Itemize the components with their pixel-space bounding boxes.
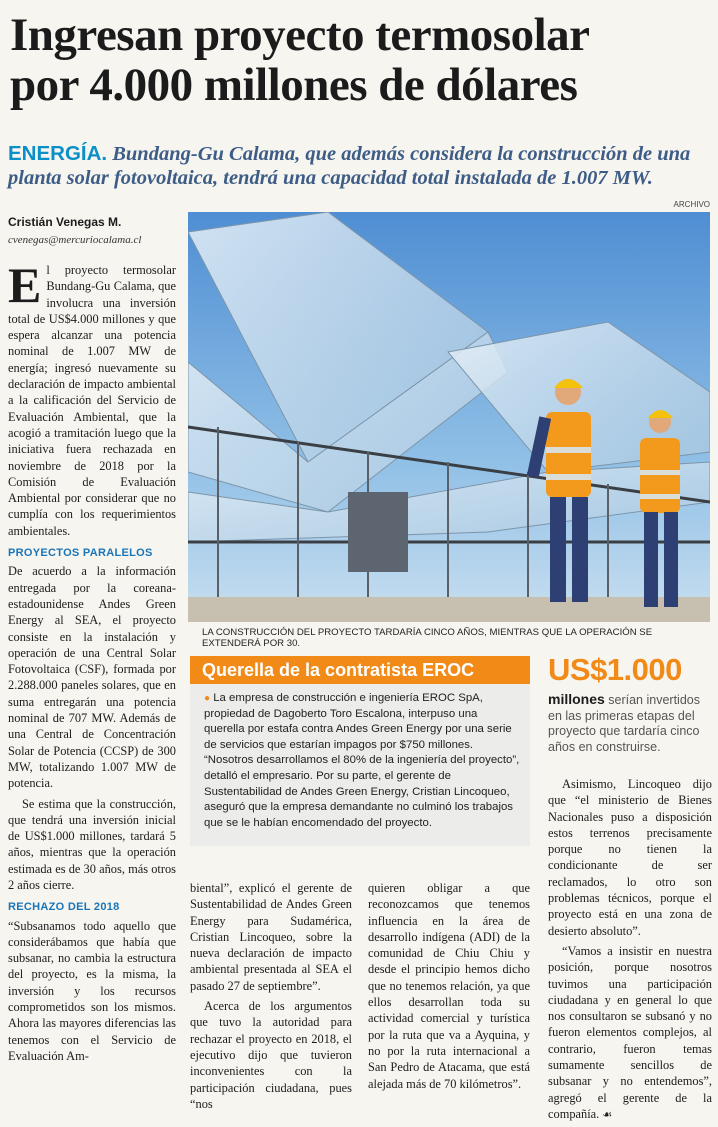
- headline-line-2: por 4.000 millones de dólares: [10, 59, 578, 111]
- column-2: [190, 880, 352, 1116]
- lead-paragraph: [8, 257, 176, 539]
- paragraph-proyectos: De acuerdo a la información entregada por la coreana-estadounidense Andes Green Energy al SEA, el proyecto consiste en la instalación y operación de una Central Solar Fotovoltaica (CSF), formada por 2.288.000 paneles solares, que en suma entregarán una potencia nominal de 707 MW. Además de una Central de Concentración Solar de Potencia (CCSP) de 300 MW, totalizando 1.007 MW de potencia.: [8, 564, 176, 791]
- section-heading-rechazo: RECHAZO DEL 2018: [8, 901, 120, 914]
- sidebar-box-title: Querella de la contratista EROC: [190, 656, 530, 684]
- headline-line-1: Ingresan proyecto termosolar: [10, 9, 590, 61]
- highlight-text: [548, 692, 713, 755]
- column-1: [8, 257, 176, 1068]
- paragraph-col4-1: Asimismo, Lincoqueo dijo que “el ministerio de Bienes Nacionales puso a disposición estos terrenos precisamente porque no tienen la condicionante de ser reclamados, lo otro son problemas técnicos, porque el proyecto está en una zona de desierto absoluto”.: [548, 777, 712, 938]
- sidebar-box-text: La empresa de construcción e ingeniería EROC SpA, propiedad de Dagoberto Toro Escalona, interpuso una querella por estafa contra Andes Green Energy por una serie de servicios que estarían impagos por $750 millones. “Nosotros desarrollamos el 80% de la ingeniería del proyecto”, detalló el empresario. Por su parte, el gerente de Sustentabilidad de Andes Green Energy, Cristian Lincoqueo, aseguró que la empresa demandante no culminó los trabajos que se le habían encomendado del proyecto.: [204, 692, 520, 829]
- sidebar-box-body: [190, 684, 530, 846]
- byline-author: Cristián Venegas M.: [8, 215, 122, 229]
- column-4: [548, 776, 712, 1127]
- end-mark-icon: ☙: [602, 1107, 613, 1121]
- highlight-unit: millones: [548, 691, 605, 707]
- article-photo: [188, 212, 710, 622]
- highlight-number: US$1.000: [548, 652, 682, 687]
- subheadline: [8, 142, 713, 190]
- paragraph-col3-1: quieren obligar a que reconozcamos que tenemos influencia en la área de desarrollo indígena (ADI) de la comunidad de Chiu Chiu y desde el principio hemos dicho que no tenemos relación, ya que ellos desarrollan toda su actividad comercial y turística por la ruta que va a Ayquina, y no por la ruta internacional a San Pedro de Atacama, que está alejada más de 70 kilómetros”.: [368, 881, 530, 1091]
- photo-caption: LA CONSTRUCCIÓN DEL PROYECTO TARDARÍA CINCO AÑOS, MIENTRAS QUE LA OPERACIÓN SE EXTENDERÁ POR 30.: [202, 627, 653, 649]
- highlight-description: serían invertidos en las primeras etapas del proyecto que tardaría cinco años en construirse.: [548, 693, 700, 754]
- solar-plant-photo: [188, 212, 710, 622]
- paragraph-col4-2-text: “Vamos a insistir en nuestra posición, porque nosotros tuvimos una participación ciudadana y en general lo que nos consultaron se subsanó y no fueron elementos complejos, al contrario, fueron temas sumamente sencillos de subsanar y no entendemos”, agregó el gerente de la compañía.: [548, 943, 712, 1121]
- section-heading-proyectos: PROYECTOS PARALELOS: [8, 547, 153, 560]
- paragraph-col4-2: [548, 943, 712, 1123]
- paragraph-rechazo: “Subsanamos todo aquello que considerábamos que había que subsanar, no cambia la estructura del proyecto, es la misma, la inversión y los recursos comprometidos son los mismos. Ahora las mayores diferencias las tenemos con el Servicio de Evaluación Am-: [8, 918, 176, 1063]
- bullet-icon: ●: [204, 693, 211, 704]
- paragraph-col2-1: biental”, explicó el gerente de Sustentabilidad de Andes Green Energy para Sudamérica, Cristian Lincoqueo, sobre la nueva declaración de impacto ambiental presentada al SEA el pasado 27 de septiembre”.: [190, 881, 352, 993]
- paragraph-col2-2: Acerca de los argumentos que tuvo la autoridad para rechazar el proyecto en 2018, el ejecutivo dijo que tuvieron inconvenientes con la participación ciudadana, pues “nos: [190, 999, 352, 1111]
- headline: [10, 10, 710, 110]
- subheadline-keyword: ENERGÍA.: [8, 142, 108, 165]
- dropcap: E: [8, 257, 42, 313]
- column-3: [368, 880, 530, 1096]
- paragraph-inversion: Se estima que la construcción, que tendrá una inversión inicial de US$1.000 millones, tardará 5 años, mientras que la operación estimada es de 30 años, más otros 2 años cierre.: [8, 796, 176, 892]
- subheadline-text: Bundang-Gu Calama, que además considera la construcción de una planta solar fotovoltaica, tendrá una capacidad total instalada de 1.007 MW.: [8, 143, 691, 189]
- photo-credit: ARCHIVO: [673, 200, 710, 209]
- byline-email[interactable]: cvenegas@mercuriocalama.cl: [8, 234, 142, 246]
- lead-text: l proyecto termosolar Bundang-Gu Calama, que involucra una inversión total de US$4.000 millones y que espera alcanzar una potencia nominal de 1.007 MW de energía; ingresó nuevamente su declaración de impacto ambiental a la calificación del Servicio de Evaluación Ambiental, que la acogió a tramitación luego que la iniciativa fuera rechazada en noviembre de 2018 por la Comisión de Evaluación Ambiental por considerar que no cumplía con los requerimientos ambientales.: [8, 263, 176, 538]
